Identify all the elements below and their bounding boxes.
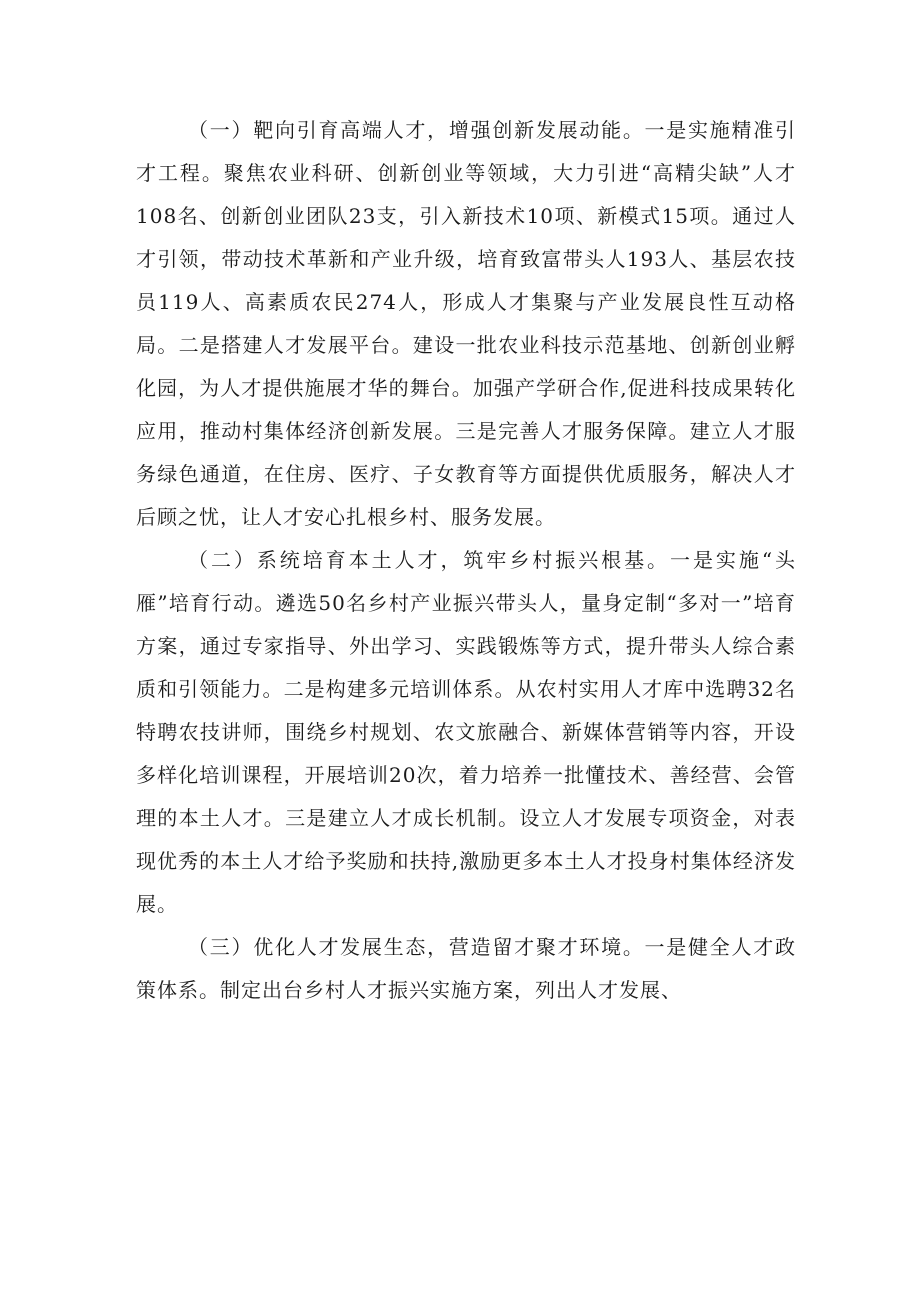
document-body — [136, 109, 796, 1012]
paragraph-1: （一）靶向引育高端人才，增强创新发展动能。一是实施精准引才工程。聚焦农业科研、创新创业等领域，大力引进“高精尖缺”人才108名、创新创业团队23支，引入新技术10项、新模式15项。通过人才引领，带动技术革新和产业升级，培育致富带头人193人、基层农技员119人、高素质农民274人，形成人才集聚与产业发展良性互动格局。二是搭建人才发展平台。建设一批农业科技示范基地、创新创业孵化园，为人才提供施展才华的舞台。加强产学研合作,促进科技成果转化应用，推动村集体经济创新发展。三是完善人才服务保障。建立人才服务绿色通道，在住房、医疗、子女教育等方面提供优质服务，解决人才后顾之忧，让人才安心扎根乡村、服务发展。 — [136, 118, 796, 529]
paragraph-2: （二）系统培育本土人才，筑牢乡村振兴根基。一是实施“头雁”培育行动。遴选50名乡村产业振兴带头人，量身定制“多对一”培育方案，通过专家指导、外出学习、实践锻炼等方式，提升带头人综合素质和引领能力。二是构建多元培训体系。从农村实用人才库中选聘32名特聘农技讲师，围绕乡村规划、农文旅融合、新媒体营销等内容，开设多样化培训课程，开展培训20次，着力培养一批懂技术、善经营、会管理的本土人才。三是建立人才成长机制。设立人才发展专项资金，对表现优秀的本土人才给予奖励和扶持,激励更多本土人才投身村集体经济发展。 — [136, 548, 796, 916]
paragraph-3: （三）优化人才发展生态，营造留才聚才环境。一是健全人才政策体系。制定出台乡村人才振兴实施方案，列出人才发展、 — [136, 935, 796, 1002]
